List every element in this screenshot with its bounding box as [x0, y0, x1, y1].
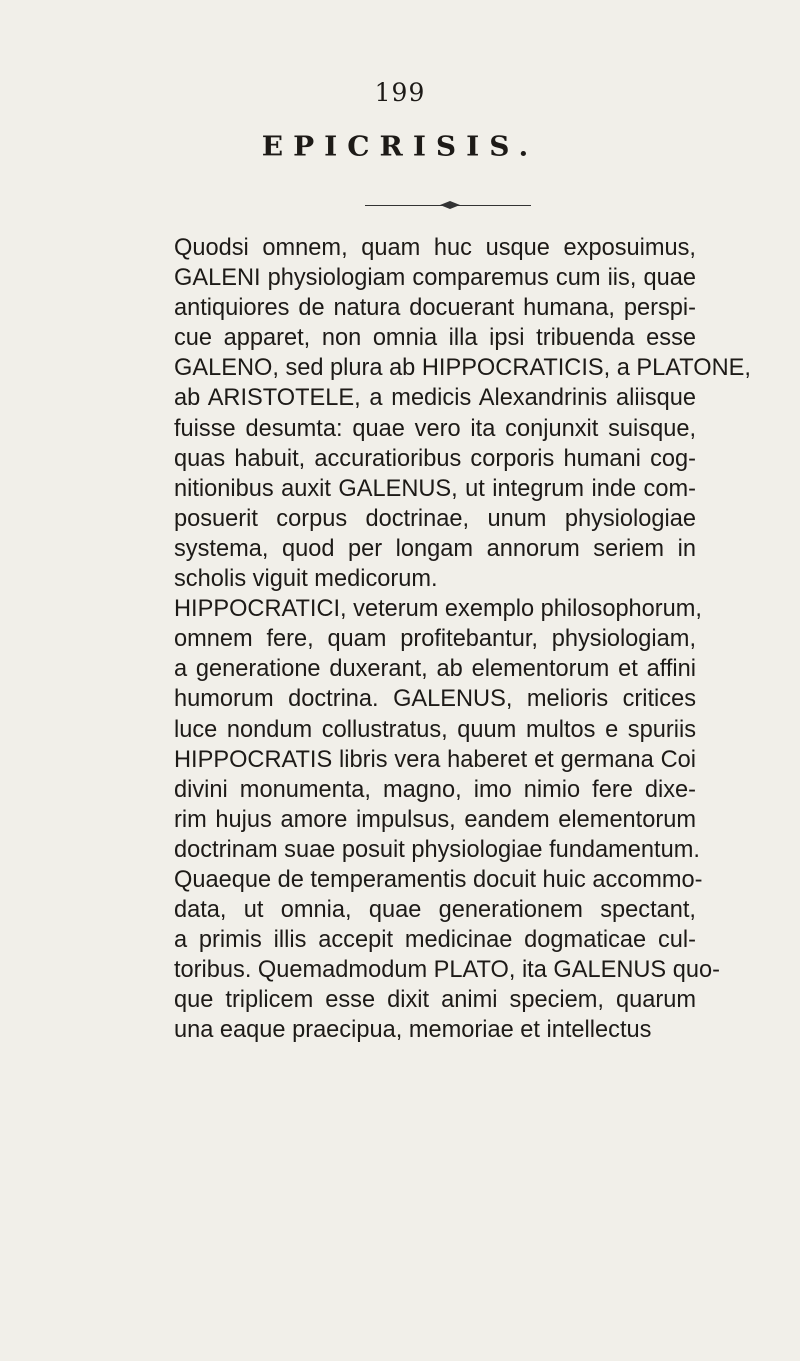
text-line: posuerit corpus doctrinae, unum physiologiae — [174, 505, 696, 532]
text-line: toribus. Quemadmodum PLATO, ita GALENUS quo- — [174, 957, 720, 984]
page-number: 199 — [374, 78, 426, 107]
text-line: a primis illis accepit medicinae dogmaticae cul- — [174, 927, 696, 954]
text-line: HIPPOCRATICI, veterum exemplo philosophorum, — [174, 596, 702, 623]
text-line: una eaque praecipua, memoriae et intellectus — [174, 1017, 652, 1044]
rule-ornament — [440, 200, 460, 210]
text-line: luce nondum collustratus, quum multos e spuriis — [174, 716, 696, 743]
text-line: systema, quod per longam annorum seriem in — [174, 535, 696, 562]
text-line: GALENI physiologiam comparemus cum iis, quae — [174, 265, 696, 292]
text-line: rim hujus amore impulsus, eandem elementorum — [174, 806, 696, 833]
text-line: scholis viguit medicorum. — [174, 566, 438, 593]
text-line: ab ARISTOTELE, a medicis Alexandrinis aliisque — [174, 385, 696, 412]
section-heading: EPICRISIS. — [261, 130, 539, 163]
text-line: GALENO, sed plura ab HIPPOCRATICIS, a PLATONE, — [174, 355, 751, 382]
text-line: antiquiores de natura docuerant humana, perspi- — [174, 295, 696, 322]
text-line: que triplicem esse dixit animi speciem, quarum — [174, 987, 696, 1014]
text-line: cue apparet, non omnia illa ipsi tribuenda esse — [174, 325, 696, 352]
text-line: humorum doctrina. GALENUS, melioris critices — [174, 686, 696, 713]
text-line: fuisse desumta: quae vero ita conjunxit suisque, — [174, 415, 696, 442]
text-line: HIPPOCRATIS libris vera haberet et germana Coi — [174, 746, 696, 773]
text-line: Quaeque de temperamentis docuit huic accommo- — [174, 866, 703, 893]
body-text — [174, 233, 751, 1046]
text-line: quas habuit, accuratioribus corporis humani cog- — [174, 445, 696, 472]
text-line: omnem fere, quam profitebantur, physiologiam, — [174, 626, 696, 653]
text-line: divini monumenta, magno, imo nimio fere dixe- — [174, 776, 696, 803]
text-line: nitionibus auxit GALENUS, ut integrum inde com- — [174, 475, 696, 502]
text-line: doctrinam suae posuit physiologiae fundamentum. — [174, 836, 700, 863]
text-line: data, ut omnia, quae generationem spectant, — [174, 897, 696, 924]
text-line: Quodsi omnem, quam huc usque exposuimus, — [174, 235, 696, 261]
text-line: a generatione duxerant, ab elementorum et affini — [174, 656, 696, 683]
